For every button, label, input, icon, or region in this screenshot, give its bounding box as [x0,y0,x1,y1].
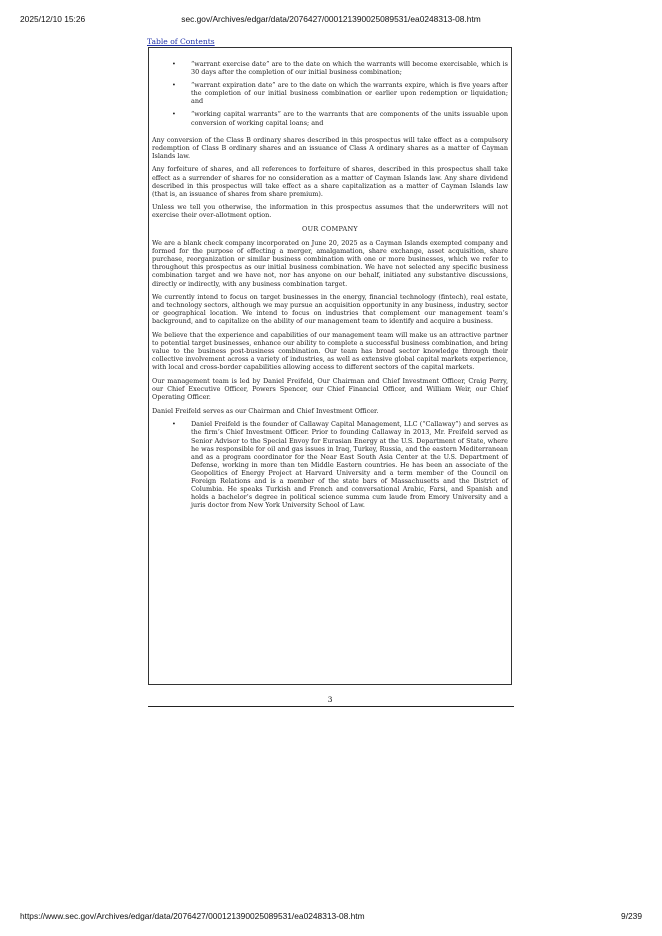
bullet-dot-icon: • [172,420,176,429]
paragraph-overallotment: Unless we tell you otherwise, the information in this prospectus assumes that the underwriters will not exercise their over-allotment option. [152,203,508,220]
print-datetime: 2025/12/10 15:26 [20,14,86,24]
paragraph-freifeld-intro: Daniel Freifeld serves as our Chairman and Chief Investment Officer. [152,406,379,415]
table-of-contents-link[interactable]: Table of Contents [147,37,215,46]
paragraph-conversion: Any conversion of the Class B ordinary shares described in this prospectus will take effect as a compulsory redemption of Class B ordinary shares and an issuance of Class A ordinary shares as a matter of Cayman Islands law. [152,135,508,160]
paragraph-believe: We believe that the experience and capabilities of our management team will make us an attractive partner to potential target businesses, enhance our ability to complete a successful business combination, and bring value to the business post-business combination. Our team has broad sector knowledge through their collective involvement across a variety of industries, as well as extensive global capital markets experience, with local and cross-border capabilities allowing access to different sectors of the capital markets. [152,331,508,372]
bullet-text: “working capital warrants” are to the warrants that are components of the units issuable upon conversion of working capital loans; and [191,110,508,127]
print-footer [20,911,642,923]
bullet-warrant-expiration-date [152,81,508,105]
paragraph-focus: We currently intend to focus on target businesses in the energy, financial technology (fintech), real estate, and technology sectors, although we may pursue an acquisition opportunity in any business, industry, sector or geographical location. We intend to focus on industries that complement our management team’s background, and to capitalize on the ability of our management team to identify and acquire a business. [152,293,508,326]
bullet-warrant-exercise-date [152,60,508,76]
page-divider [148,706,514,707]
paragraph-blank-check: We are a blank check company incorporated on June 20, 2025 as a Cayman Islands exempted company and formed for the purpose of effecting a merger, amalgamation, share exchange, asset acquisition, share purchase, reorganization or similar business combination with one or more businesses, which we refer to throughout this prospectus as our initial business combination. We have not selected any specific business combination target and we have not, nor has anyone on our behalf, initiated any substantive discussions, directly or indirectly, with any business combination target. [152,239,508,288]
bullet-text: “warrant expiration date” are to the date on which the warrants expire, which is five years after the completion of our initial business combination or earlier upon redemption or liquidation; and [191,81,508,106]
bullet-dot-icon: • [172,60,176,68]
page-number: 3 [327,695,333,704]
bullet-dot-icon: • [172,110,176,119]
paragraph-management-team: Our management team is led by Daniel Freifeld, Our Chairman and Chief Investment Officer, Craig Perry, our Chief Executive Officer, Powers Spencer, our Chief Financial Officer, and William Weir, our Chief Operating Officer. [152,377,508,402]
print-url: sec.gov/Archives/edgar/data/2076427/000121390025089531/ea0248313-08.htm [181,14,481,24]
bullet-dot-icon: • [172,81,176,90]
section-heading-our-company: OUR COMPANY [302,225,358,233]
bullet-freifeld-bio [152,420,508,509]
paragraph-forfeiture: Any forfeiture of shares, and all references to forfeiture of shares, described in this prospectus shall take effect as a surrender of shares for no consideration as a matter of Cayman Islands law. Any share dividend described in this prospectus will take effect as a share capitalization as a matter of Cayman Islands law (that is, an issuance of shares from share premium). [152,165,508,198]
bullet-text: Daniel Freifeld is the founder of Callaway Capital Management, LLC (“Callaway”) and serves as the firm’s Chief Investment Officer. Prior to founding Callaway in 2013, Mr. Freifeld served as Senior Advisor to the Special Envoy for Eurasian Energy at the U.S. Department of State, where he was responsible for oil and gas issues in Iraq, Turkey, Russia, and the eastern Mediterranean and as a program coordinator for the Near East South Asia Center at the U.S. Department of Defense, working in more than ten Middle Eastern countries. He has been an associate of the Geopolitics of Energy Project at Harvard University and a term member of the Council on Foreign Relations and is a member of the state bars of Massachusetts and the District of Columbia. He speaks Turkish and French and conversational Arabic, Farsi, and Spanish and holds a bachelor’s degree in political science summa cum laude from Emory University and a juris doctor from New York University School of Law. [191,420,508,510]
document-page-frame [148,47,512,685]
footer-url: https://www.sec.gov/Archives/edgar/data/2076427/000121390025089531/ea0248313-08.htm [20,911,365,921]
bullet-text: “warrant exercise date” are to the date on which the warrants will become exercisable, which is 30 days after the completion of our initial business combination; [191,60,508,77]
footer-page-counter: 9/239 [621,911,642,921]
bullet-working-capital-warrants [152,110,508,126]
print-header [20,14,642,26]
